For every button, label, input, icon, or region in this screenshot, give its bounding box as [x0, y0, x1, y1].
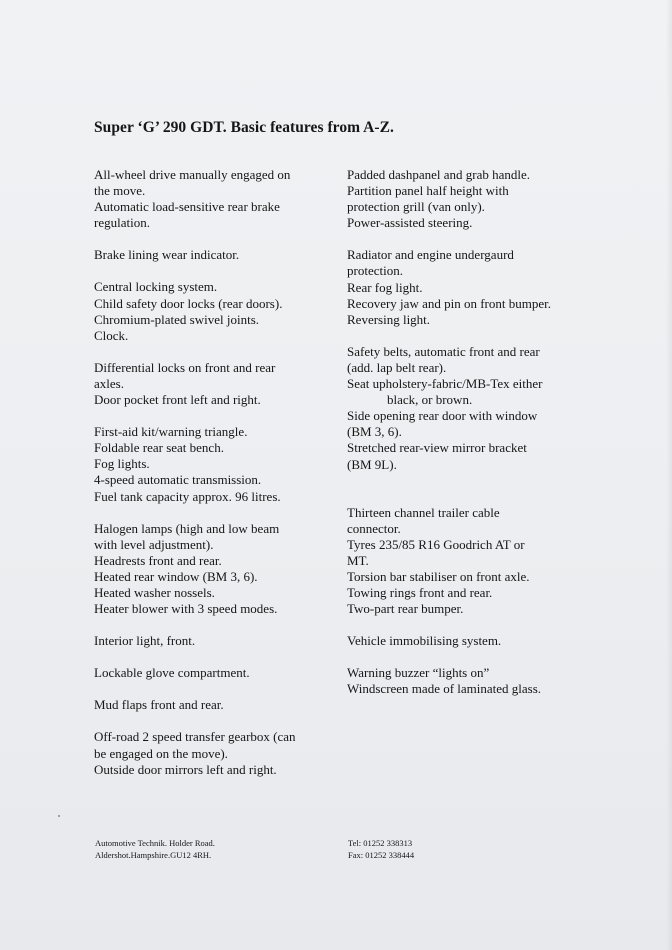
- paper-speck: [58, 815, 60, 817]
- feature-line: All-wheel drive manually engaged on: [94, 167, 291, 182]
- feature-line: Reversing light.: [347, 311, 431, 327]
- feature-line: connector.: [347, 520, 401, 536]
- feature-line: First-aid kit/warning triangle.: [94, 424, 248, 440]
- feature-line: Padded dashpanel and grab handle.: [347, 167, 531, 182]
- feature-group: [347, 665, 587, 697]
- feature-line: Off-road 2 speed transfer gearbox (can: [94, 729, 296, 745]
- feature-line: Vehicle immobilising system.: [347, 633, 502, 649]
- paper-edge-shadow: [666, 0, 672, 950]
- feature-line: Headrests front and rear.: [94, 552, 222, 568]
- feature-line: Partition panel half height with: [347, 183, 509, 199]
- feature-group: [94, 424, 334, 504]
- feature-line: Chromium-plated swivel joints.: [94, 311, 260, 327]
- feature-line: Torsion bar stabiliser on front axle.: [347, 568, 530, 584]
- features-right-column: [347, 167, 587, 714]
- page-title: Super ‘G’ 290 GDT. Basic features from A-Z.: [94, 119, 394, 136]
- feature-line: Halogen lamps (high and low beam: [94, 520, 280, 536]
- feature-group: [347, 344, 587, 473]
- feature-line: Fog lights.: [94, 456, 150, 472]
- feature-line: the move.: [94, 183, 146, 199]
- feature-line: Clock.: [94, 327, 129, 343]
- feature-line: Door pocket front left and right.: [94, 392, 261, 408]
- feature-line: Central locking system.: [94, 279, 218, 295]
- feature-line: Two-part rear bumper.: [347, 601, 464, 617]
- feature-line: Recovery jaw and pin on front bumper.: [347, 295, 551, 311]
- footer-address: [95, 838, 215, 861]
- feature-line: Foldable rear seat bench.: [94, 440, 224, 456]
- feature-group: [347, 247, 587, 327]
- feature-line: Interior light, front.: [94, 633, 196, 649]
- feature-line: with level adjustment).: [94, 536, 214, 552]
- feature-line: Rear fog light.: [347, 279, 423, 295]
- feature-line: (BM 3, 6).: [347, 424, 402, 440]
- telephone: Tel: 01252 338313: [348, 838, 413, 848]
- feature-line: Tyres 235/85 R16 Goodrich AT or: [347, 536, 525, 552]
- feature-group: [347, 489, 587, 505]
- feature-line: Outside door mirrors left and right.: [94, 761, 277, 777]
- feature-line: Child safety door locks (rear doors).: [94, 295, 283, 311]
- feature-line: be engaged on the move).: [94, 745, 228, 761]
- feature-line: Heated washer nossels.: [94, 584, 215, 600]
- feature-line: Heated rear window (BM 3, 6).: [94, 568, 258, 584]
- feature-group: [94, 729, 334, 777]
- feature-line: regulation.: [94, 215, 150, 231]
- feature-line: Warning buzzer “lights on”: [347, 665, 490, 681]
- address-line-1: Automotive Technik. Holder Road.: [95, 838, 215, 848]
- feature-line: MT.: [347, 552, 369, 568]
- fax: Fax: 01252 338444: [348, 849, 415, 860]
- feature-line: (BM 9L).: [347, 456, 397, 472]
- features-left-column: [94, 167, 334, 794]
- feature-line: (add. lap belt rear).: [347, 359, 447, 375]
- feature-line: Heater blower with 3 speed modes.: [94, 601, 278, 617]
- feature-line: black, or brown.: [387, 392, 473, 408]
- feature-group: [347, 167, 587, 231]
- feature-line: Side opening rear door with window: [347, 408, 538, 424]
- feature-group: [94, 697, 334, 713]
- feature-group: [94, 665, 334, 681]
- feature-line: protection.: [347, 263, 403, 279]
- feature-group: [94, 247, 334, 263]
- feature-group: [94, 633, 334, 649]
- feature-group: [94, 167, 334, 231]
- feature-line: Seat upholstery-fabric/MB-Tex either: [347, 376, 543, 392]
- footer-contact: [348, 838, 414, 861]
- feature-line: Stretched rear-view mirror bracket: [347, 440, 527, 456]
- feature-group: [94, 521, 334, 618]
- feature-group: [94, 279, 334, 343]
- feature-line: Power-assisted steering.: [347, 215, 473, 231]
- feature-line: Mud flaps front and rear.: [94, 697, 224, 713]
- feature-line: Brake lining wear indicator.: [94, 247, 240, 263]
- feature-line: Lockable glove compartment.: [94, 665, 250, 681]
- feature-line: 4-speed automatic transmission.: [94, 472, 262, 488]
- feature-line: Windscreen made of laminated glass.: [347, 681, 542, 697]
- feature-line: Safety belts, automatic front and rear: [347, 343, 540, 359]
- feature-group: [347, 633, 587, 649]
- feature-line: Fuel tank capacity approx. 96 litres.: [94, 488, 281, 504]
- address-line-2: Aldershot.Hampshire.GU12 4RH.: [95, 849, 212, 860]
- feature-line: Automatic load-sensitive rear brake: [94, 199, 280, 215]
- feature-line: Differential locks on front and rear: [94, 359, 276, 375]
- feature-line: Thirteen channel trailer cable: [347, 504, 500, 520]
- feature-line: axles.: [94, 375, 124, 391]
- feature-line: Radiator and engine undergaurd: [347, 247, 514, 263]
- feature-group: [94, 360, 334, 408]
- feature-group: [347, 505, 587, 618]
- feature-line: Towing rings front and rear.: [347, 585, 493, 601]
- feature-line: protection grill (van only).: [347, 199, 485, 215]
